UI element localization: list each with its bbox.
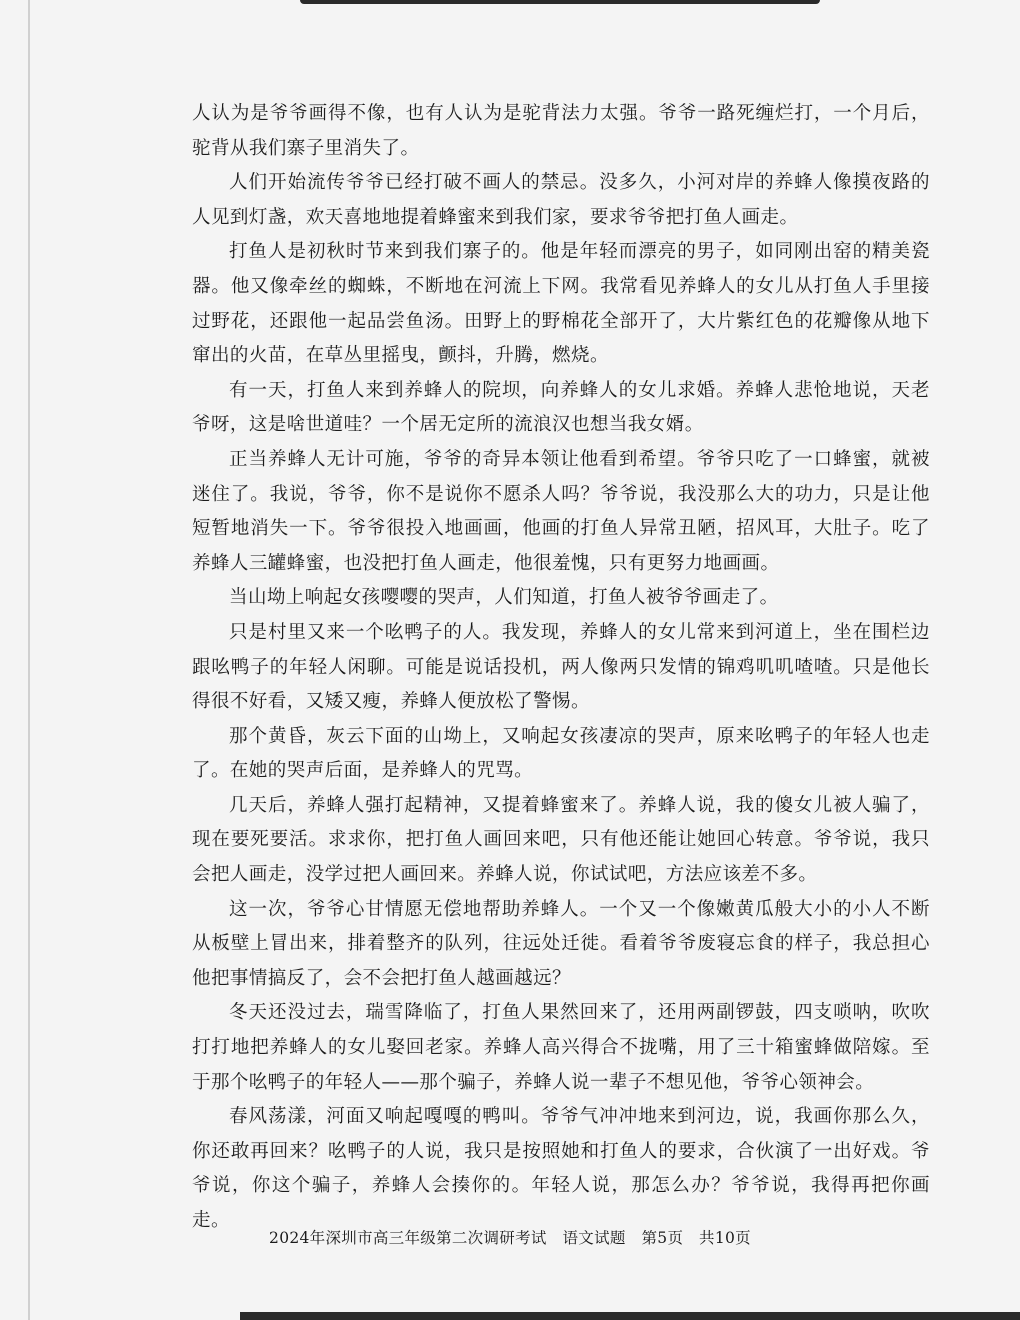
paragraph: 人认为是爷爷画得不像，也有人认为是驼背法力太强。爷爷一路死缠烂打，一个月后，驼背从我们寨子里消失了。 — [192, 103, 930, 159]
paragraph: 正当养蜂人无计可施，爷爷的奇异本领让他看到希望。爷爷只吃了一口蜂蜜，就被迷住了。我说，爷爷，你不是说你不愿杀人吗？爷爷说，我没那么大的功力，只是让他短暂地消失一下。爷爷很投入地画画，他画的打鱼人异常丑陋，招风耳，大肚子。吃了养蜂人三罐蜂蜜，也没把打鱼人画走，他很羞愧，只有更努力地画画。 — [192, 448, 930, 574]
paragraph: 春风荡漾，河面又响起嘎嘎的鸭叫。爷爷气冲冲地来到河边，说，我画你那么久，你还敢再回来？吆鸭子的人说，我只是按照她和打鱼人的要求，合伙演了一出好戏。爷爷说，你这个骗子，养蜂人会揍你的。年轻人说，那怎么办？爷爷说，我得再把你画走。 — [192, 1106, 930, 1231]
scan-edge-top — [300, 0, 820, 4]
paragraph: 当山坳上响起女孩嘤嘤的哭声，人们知道，打鱼人被爷爷画走了。 — [229, 587, 779, 609]
paragraph: 那个黄昏，灰云下面的山坳上，又响起女孩凄凉的哭声，原来吆鸭子的年轻人也走了。在她的哭声后面，是养蜂人的咒骂。 — [192, 725, 930, 782]
paragraph: 这一次，爷爷心甘情愿无偿地帮助养蜂人。一个又一个像嫩黄瓜般大小的小人不断从板壁上冒出来，排着整齐的队列，往远处迁徙。看着爷爷废寝忘食的样子，我总担心他把事情搞反了，会不会把打鱼人越画越远？ — [192, 898, 930, 989]
paragraph: 几天后，养蜂人强打起精神，又提着蜂蜜来了。养蜂人说，我的傻女儿被人骗了，现在要死要活。求求你，把打鱼人画回来吧，只有他还能让她回心转意。爷爷说，我只会把人画走，没学过把人画回来。养蜂人说，你试试吧，方法应该差不多。 — [192, 794, 930, 886]
paragraph: 有一天，打鱼人来到养蜂人的院坝，向养蜂人的女儿求婚。养蜂人悲怆地说，天老爷呀，这是啥世道哇？一个居无定所的流浪汉也想当我女婿。 — [192, 379, 930, 436]
paragraph: 冬天还没过去，瑞雪降临了，打鱼人果然回来了，还用两副锣鼓，四支唢呐，吹吹打打地把养蜂人的女儿娶回老家。养蜂人高兴得合不拢嘴，用了三十箱蜜蜂做陪嫁。至于那个吆鸭子的年轻人——那个骗子，养蜂人说一辈子不想见他，爷爷心领神会。 — [192, 1002, 930, 1093]
paragraph: 人们开始流传爷爷已经打破不画人的禁忌。没多久，小河对岸的养蜂人像摸夜路的人见到灯盏，欢天喜地地提着蜂蜜来到我们家，要求爷爷把打鱼人画走。 — [192, 172, 930, 228]
scan-edge-bottom — [240, 1312, 1020, 1320]
paragraph: 只是村里又来一个吆鸭子的人。我发现，养蜂人的女儿常来到河道上，坐在围栏边跟吆鸭子的年轻人闲聊。可能是说话投机，两人像两只发情的锦鸡叽叽喳喳。只是他长得很不好看，又矮又瘦，养蜂人便放松了警惕。 — [192, 621, 930, 713]
paragraph: 打鱼人是初秋时节来到我们寨子的。他是年轻而漂亮的男子，如同刚出窑的精美瓷器。他又像牵丝的蜘蛛，不断地在河流上下网。我常看见养蜂人的女儿从打鱼人手里接过野花，还跟他一起品尝鱼汤。田野上的野棉花全部开了，大片紫红色的花瓣像从地下窜出的火苗，在草丛里摇曳，颤抖，升腾，燃烧。 — [192, 241, 930, 367]
scan-edge-left — [28, 0, 30, 1320]
page-footer: 2024年深圳市高三年级第二次调研考试 语文试题 第5页 共10页 — [269, 1229, 751, 1247]
reading-passage — [192, 97, 930, 1239]
